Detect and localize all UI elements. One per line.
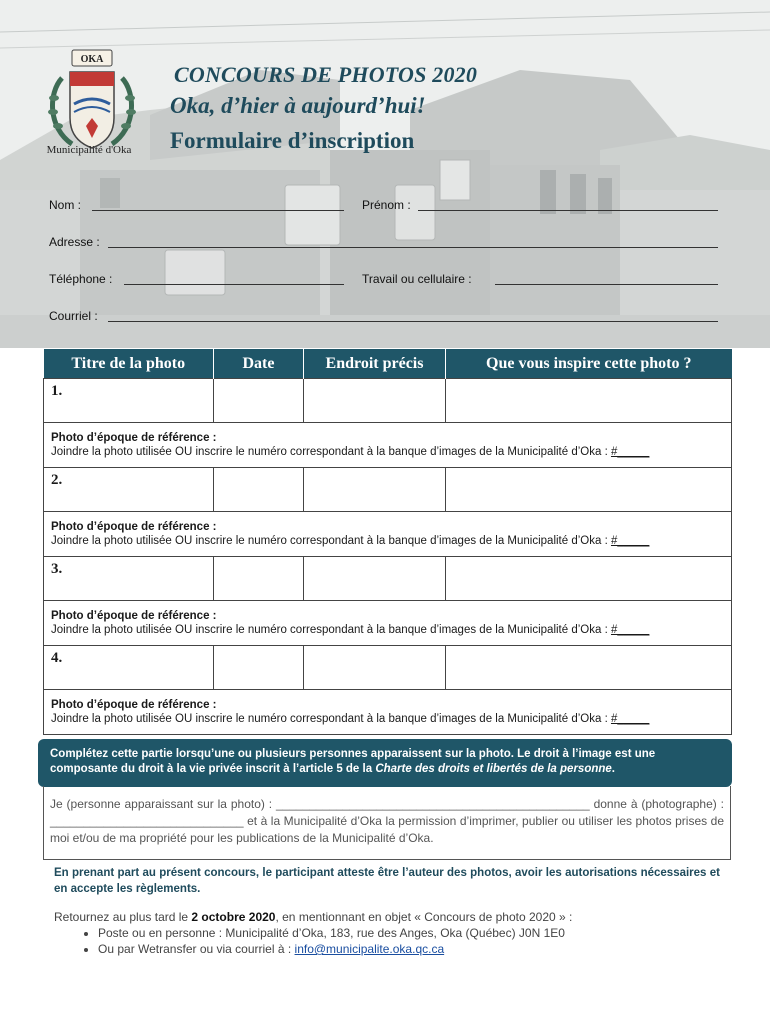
location-cell[interactable]	[304, 379, 446, 423]
page-subtitle: Oka, d’hier à aujourd’hui!	[170, 93, 426, 118]
date-cell[interactable]	[214, 646, 304, 690]
form-title: Formulaire d’inscription	[170, 128, 415, 153]
table-row	[44, 379, 732, 423]
reference-row	[44, 601, 732, 646]
table-row	[44, 557, 732, 601]
entry-number: 3.	[51, 561, 63, 577]
page-title: CONCOURS DE PHOTOS 2020	[174, 62, 478, 87]
consent-statement[interactable]: Je (personne apparaissant sur la photo) : _______________________________________________ donne à (photographe) : _____________________________ et à la Municipalité d’Oka la permission d’imprimer, publier ou utiliser les photos prises de moi et/ou de ma propriété pour les publications de la Municipalité d’Oka.	[43, 786, 731, 860]
adresse-input[interactable]	[108, 247, 718, 248]
reference-row	[44, 690, 732, 735]
location-cell[interactable]	[304, 468, 446, 512]
photo-entries-table	[43, 349, 732, 735]
reference-instructions: Joindre la photo utilisée OU inscrire le numéro correspondant à la banque d’images de la Municipalité d’Oka : #_____	[51, 535, 650, 547]
reference-number-blank[interactable]: #_____	[610, 624, 650, 636]
entry-number: 2.	[51, 472, 63, 488]
title-cell[interactable]	[44, 468, 214, 512]
header-banner	[0, 0, 770, 348]
location-cell[interactable]	[304, 646, 446, 690]
adresse-label: Adresse :	[49, 235, 100, 249]
return-instructions: Retournez au plus tard le 2 octobre 2020, en mentionnant en objet « Concours de photo 2020 » :	[54, 910, 573, 924]
reference-label: Photo d’époque de référence :	[51, 699, 217, 711]
reference-number-blank[interactable]: #_____	[610, 535, 650, 547]
list-item: • Poste ou en personne : Municipalité d’Oka, 183, rue des Anges, Oka (Québec) J0N 1E0	[98, 925, 565, 941]
reference-number-blank[interactable]: #_____	[610, 713, 650, 725]
date-cell[interactable]	[214, 468, 304, 512]
svg-text:OKA: OKA	[80, 54, 104, 65]
header-date: Date	[214, 349, 304, 379]
reference-row	[44, 423, 732, 468]
date-cell[interactable]	[214, 557, 304, 601]
prenom-label: Prénom :	[362, 198, 411, 212]
header-titre: Titre de la photo	[44, 349, 214, 379]
reference-label: Photo d’époque de référence :	[51, 521, 217, 533]
reference-label: Photo d’époque de référence :	[51, 432, 217, 444]
reference-cell[interactable]	[44, 512, 732, 557]
reference-number-blank[interactable]: #_____	[610, 446, 650, 458]
reference-cell[interactable]	[44, 601, 732, 646]
date-cell[interactable]	[214, 379, 304, 423]
nom-label: Nom :	[49, 198, 82, 212]
travail-input[interactable]	[495, 284, 718, 285]
logo-caption: Municipalité d'Oka	[46, 144, 132, 156]
deadline-date: 2 octobre 2020	[191, 910, 276, 924]
courriel-input[interactable]	[108, 321, 718, 322]
reference-instructions: Joindre la photo utilisée OU inscrire le numéro correspondant à la banque d’images de la Municipalité d’Oka : #_____	[51, 713, 650, 725]
table-row	[44, 468, 732, 512]
email-link[interactable]: info@municipalite.oka.qc.ca	[294, 942, 445, 956]
header-endroit: Endroit précis	[304, 349, 446, 379]
location-cell[interactable]	[304, 557, 446, 601]
reference-row	[44, 512, 732, 557]
attestation-text: En prenant part au présent concours, le participant atteste être l’auteur des photos, avoir les autorisations nécessaires et en accepte les règlements.	[54, 867, 720, 895]
header-inspiration: Que vous inspire cette photo ?	[446, 349, 732, 379]
travail-label: Travail ou cellulaire :	[362, 272, 472, 286]
inspiration-cell[interactable]	[446, 646, 732, 690]
nom-input[interactable]	[92, 210, 344, 211]
charter-name: Charte des droits et libertés de la personne	[375, 763, 612, 775]
reference-label: Photo d’époque de référence :	[51, 610, 217, 622]
reference-instructions: Joindre la photo utilisée OU inscrire le numéro correspondant à la banque d’images de la Municipalité d’Oka : #_____	[51, 624, 650, 636]
title-cell[interactable]	[44, 379, 214, 423]
entry-number: 1.	[51, 383, 63, 399]
title-cell[interactable]	[44, 557, 214, 601]
inspiration-cell[interactable]	[446, 557, 732, 601]
reference-cell[interactable]	[44, 423, 732, 468]
reference-instructions: Joindre la photo utilisée OU inscrire le numéro correspondant à la banque d’images de la Municipalité d’Oka : #_____	[51, 446, 650, 458]
list-item: • Ou par Wetransfer ou via courriel à : info@municipalite.oka.qc.ca	[98, 941, 565, 957]
inspiration-cell[interactable]	[446, 468, 732, 512]
inspiration-cell[interactable]	[446, 379, 732, 423]
table-row	[44, 646, 732, 690]
prenom-input[interactable]	[418, 210, 718, 211]
title-cell[interactable]	[44, 646, 214, 690]
submission-methods	[78, 925, 565, 957]
reference-cell[interactable]	[44, 690, 732, 735]
telephone-label: Téléphone :	[49, 272, 113, 286]
entry-number: 4.	[51, 650, 63, 666]
courriel-label: Courriel :	[49, 309, 98, 323]
telephone-input[interactable]	[124, 284, 344, 285]
image-rights-banner: Complétez cette partie lorsqu’une ou plusieurs personnes apparaissent sur la photo. Le droit à l’image est une composante du droit à la vie privée inscrit à l’article 5 de la Charte des droits et libertés de la personne.	[38, 739, 732, 787]
